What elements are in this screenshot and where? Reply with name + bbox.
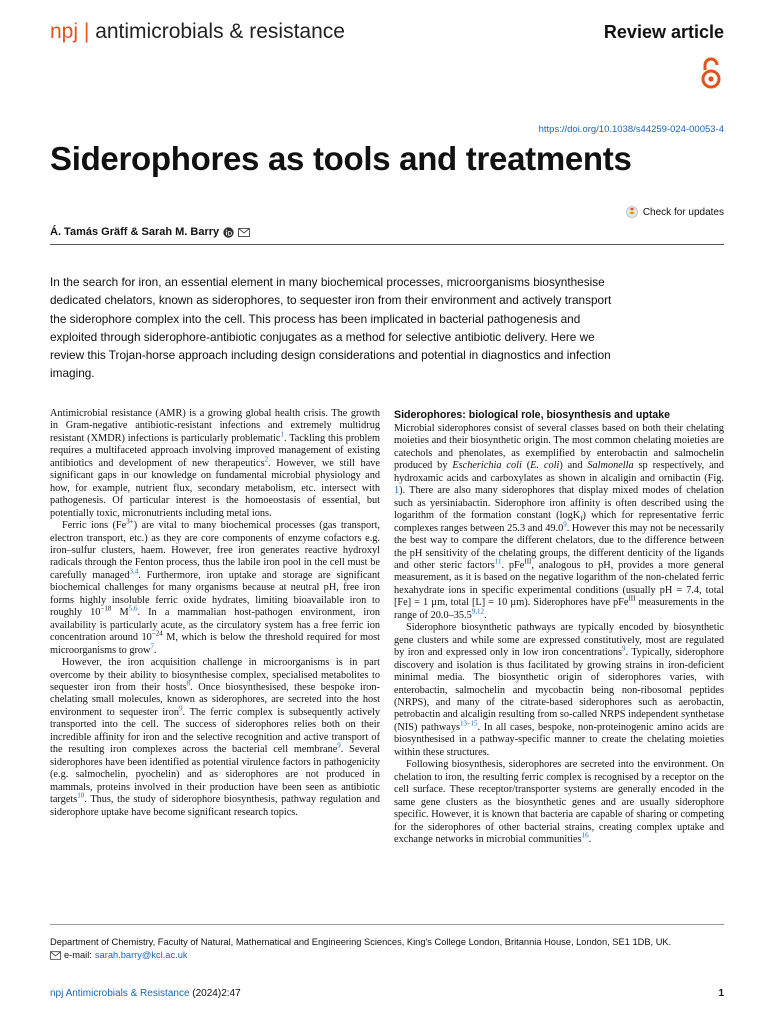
citation-link[interactable]: 7 — [150, 642, 154, 651]
journal-name[interactable] — [50, 20, 345, 44]
citation-link[interactable]: 9,12 — [471, 607, 485, 616]
paragraph: Microbial siderophores consist of several classes based on both their chelating moieties and their biosynthetic origin. The most common chelating moieties are catechols and phenolates, as exemplified by enterobactin and salmochelin produced by Escherichia coli (E. coli) and Salmonella sp respectively, and hydroxamic acids and carboxylates as shown in alcaligin and ornibactin (Fig. 1). There are also many siderophores that display mixed modes of chelation such as yersiniabactin. Siderophore iron affinity is often described using the logarithm of the formation constant (logK$_f$) which for representative ferric complexes ranges between 25.3 and 49.0$^9$. However this may not be necessarily the best way to compare the different chelators, due to the difference between the pH sensitivity of the chelating groups, the different denticity of the ligands and other steric factors$^{11}$. pFe$^{III}$, analogous to pH, provides a more general measurement, as it is based on the negative logarithm of the non-chelated ferric hexahydrate ions in specific experimental conditions (usually pH = 7.4, total [Fe] = 1 µm, total [L] = 10 µm). Siderophores have pFe$^{III}$ measurements in the range of 20.0–35.5$^{9,12}$. — [394, 423, 724, 621]
footer-citation — [50, 988, 241, 999]
authors-text[interactable]: Á. Tamás Gräff & Sarah M. Barry — [50, 226, 220, 238]
citation-link[interactable]: 16 — [581, 831, 589, 840]
doi-link[interactable]: https://doi.org/10.1038/s44259-024-00053-4 — [538, 124, 724, 135]
affiliation-block — [50, 936, 724, 962]
body-column-left — [50, 408, 380, 819]
journal-title: antimicrobials & resistance — [95, 20, 345, 43]
journal-separator: | — [83, 20, 90, 43]
body-column-right — [394, 408, 724, 846]
email-line — [50, 949, 724, 962]
citation-link[interactable]: 2 — [264, 455, 269, 464]
paragraph: Siderophore biosynthetic pathways are typically encoded by biosynthetic gene clusters and while some are expressed constitutively, most are regulated by iron and expressed only in low iron concentrations$^9$. Typically, siderophore discovery and isolation is thus facilitated by growing strains in iron-deficient minimal media. The biosynthetic origin of siderophores varies, with enterobactin, salmochelin and mycobactin being non-ribosomal peptides (NRPS), and many of the citrate-based siderophores such as aerobactin, petrobactin and alcaligin resulting from so-called NRPS independent synthetase (NIS) pathways$^{13-15}$. In all cases, bespoke, non-proteinogenic amino acids are biosynthesised in a pathway-specific manner to create the chelating moieties within these structures. — [394, 622, 724, 758]
affiliation-text: Department of Chemistry, Faculty of Natural, Mathematical and Engineering Sciences, King's College London, Britannia House, London, SE1 1DB, UK. — [50, 937, 672, 947]
citation-link[interactable]: 11 — [494, 557, 502, 566]
header-divider — [50, 244, 724, 245]
email-label: e-mail: — [64, 950, 92, 960]
open-access-icon[interactable] — [700, 56, 722, 90]
citation-link[interactable]: 13–15 — [460, 719, 478, 728]
paragraph: However, the iron acquisition challenge in microorganisms is in part overcome by their ability to biosynthesise complex, specialised metabolites to sequester iron from their hosts$^8$. Once biosynthesised, these bespoke iron-chelating small molecules, known as siderophores, are secreted into the host environment to sequester iron$^9$. The ferric complex is subsequently actively transported into the cell. The success of siderophores relies both on their incredible affinity for iron and the selective recognition and active transport of the resulting iron complexes across the bacterial cell membrane$^9$. Several siderophores have been identified as potential virulence factors in pathogenicity (e.g. salmochelin, pyochelin) and as siderophores are not produced in mammals, proteins involved in their production have been seen as antibiotic targets$^{10}$. Thus, the study of siderophore biosynthesis, pathway regulation and siderophore uptake have become significant research topics. — [50, 657, 380, 818]
paragraph: Following biosynthesis, siderophores are secreted into the environment. On chelation to iron, the resulting ferric complex is recognised by a receptor on the cell surface. These receptor/transporter systems are generally encoded in the same gene clusters as the biosynthetic genes and are usually siderophore specific. However, it is known that bacteria are capable of sharing or competing for the siderophores of other bacterial strains, creating complex uptake and exchange networks in microbial communities$^{16}$. — [394, 759, 724, 845]
citation-link[interactable]: 8 — [186, 679, 191, 688]
citation-link[interactable]: 1 — [280, 430, 284, 439]
citation-link[interactable]: 5,6 — [128, 604, 138, 613]
citation-link[interactable]: 10 — [77, 791, 85, 800]
paragraph: Ferric ions $(Fe^{3+})$ are vital to many biochemical processes (gas transport, electron transport, etc.) as they are core components of enzyme cofactors e.g. iron–sulfur clusters, haem. However, free iron generates reactive hydroxyl radicals through the Fenton process, thus the labile iron pool in the cell must be carefully managed$^{3,4}$. Furthermore, iron uptake and storage are significant biochemical challenges for many organisms because at neutral pH, free iron forms highly insoluble ferric oxide hydrates, limiting bioavailable iron to roughly $10^{-18}$ M$^{5,6}$. In a mammalian host-pathogen environment, iron availability is particularly acute, as the circulatory system has a free ferric ion concentration around $10^{-24}$ M, which is below the threshold required for most microorganisms to grow$^7$. — [50, 517, 380, 656]
masthead — [50, 20, 724, 50]
footer-journal-link[interactable]: npj Antimicrobials & Resistance — [50, 988, 190, 999]
page-number: 1 — [718, 988, 724, 999]
check-updates-icon — [626, 206, 638, 218]
citation-link[interactable]: 9 — [622, 644, 626, 653]
article-type: Review article — [603, 22, 724, 42]
envelope-icon[interactable] — [238, 228, 250, 237]
article-title: Siderophores as tools and treatments — [50, 140, 632, 177]
figure-link[interactable]: 1 — [394, 485, 400, 497]
citation-link[interactable]: 9 — [563, 520, 567, 529]
orcid-icon[interactable] — [223, 227, 234, 238]
citation-link[interactable]: 3,4 — [129, 567, 139, 576]
email-link[interactable]: sarah.barry@kcl.ac.uk — [94, 950, 188, 960]
footer-issue: (2024)2:47 — [189, 988, 241, 999]
abstract: In the search for iron, an essential element in many biochemical processes, microorganisms biosynthesise dedicated chelators, known as siderophores, to sequester iron from their environment and actively transport the siderophore complex into the cell. This process has been implicated in bacterial pathogenesis and exploited through siderophore-antibiotic conjugates as a method for selective antibiotic delivery. Here we review this Trojan-horse approach including design considerations and potential in diagnostics and infection imaging. — [50, 275, 612, 381]
check-updates-button[interactable] — [626, 206, 724, 218]
author-list — [50, 226, 250, 238]
citation-link[interactable]: 9 — [179, 704, 183, 713]
citation-link[interactable]: 9 — [337, 741, 341, 750]
footnote-divider — [50, 924, 724, 925]
section-heading: Siderophores: biological role, biosynthesis and uptake — [394, 409, 671, 421]
envelope-icon — [50, 951, 61, 960]
check-updates-label: Check for updates — [642, 206, 724, 218]
paragraph: Antimicrobial resistance (AMR) is a growing global health crisis. The growth in Gram-negative antibiotic-resistant infections and extremely multidrug resistant (XMDR) infections is particularly problematic$^1$. Tackling this problem requires a multifaceted approach involving improved management of existing antibiotics and development of new therapeutics$^2$. However, we still have significant gaps in our knowledge on fundamental microbial physiology and how, for example, nutrient flux, secondary metabolism, etc. intersect with pathogenesis. Of particular interest is the homoeostasis of essential, but potentially toxic, micronutrients including metal ions. — [50, 408, 380, 519]
journal-prefix: npj — [50, 20, 79, 43]
